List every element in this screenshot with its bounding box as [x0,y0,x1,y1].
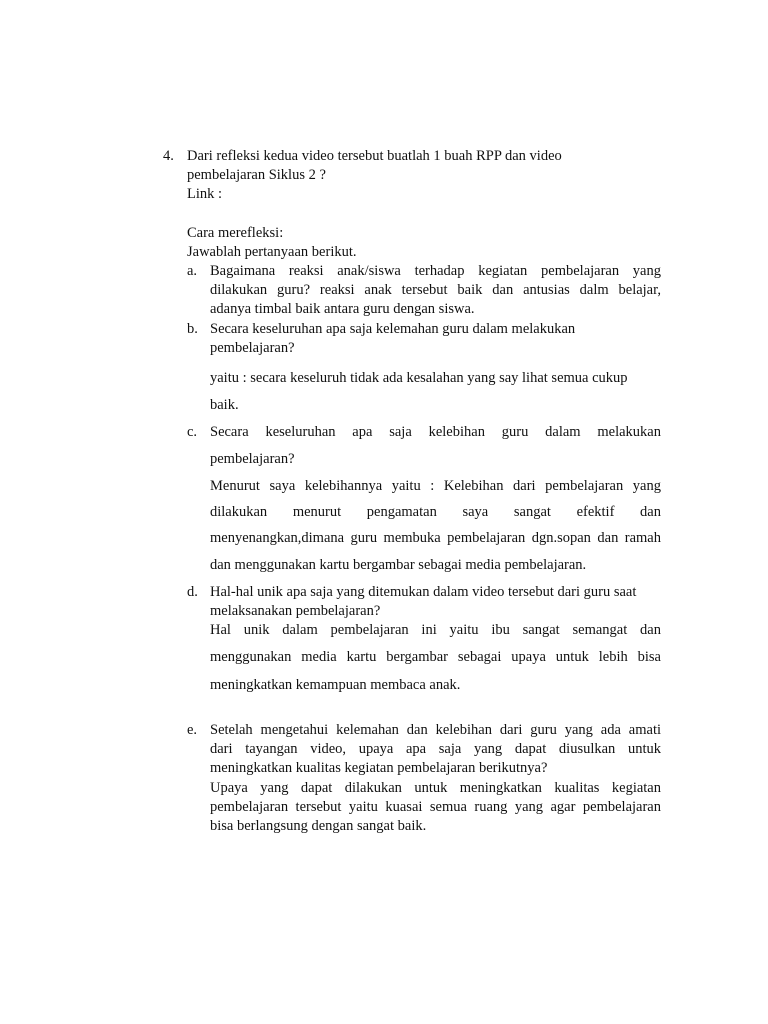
item-a-answer-line-1: dilakukan guru? reaksi anak tersebut baik dan antusias dalm belajar, [210,282,661,298]
item-b-question-line-1: Secara keseluruhan apa saja kelemahan guru dalam melakukan [210,321,576,337]
item-b-question-line-2: pembelajaran? [210,340,295,356]
item-e-answer-line-1: Upaya yang dapat dilakukan untuk meningkatkan kualitas kegiatan [210,780,661,796]
item-c-marker: c. [187,424,198,440]
item-a-question-line-1: Bagaimana reaksi anak/siswa terhadap kegiatan pembelajaran yang [210,263,661,279]
item-d-answer-line-3: meningkatkan kemampuan membaca anak. [210,677,461,693]
question-number: 4. [163,148,174,164]
item-e-question-line-1: Setelah mengetahui kelemahan dan kelebihan dari guru yang ada amati [210,722,661,738]
item-e-answer-line-3: bisa berlangsung dengan sangat baik. [210,818,427,834]
link-label: Link : [187,186,223,202]
item-e-question-line-2: dari tayangan video, upaya apa saja yang dapat diusulkan untuk [210,741,661,757]
item-a-marker: a. [187,263,198,279]
item-c-question-line-2: pembelajaran? [210,451,295,467]
item-d-question-line-2: melaksanakan pembelajaran? [210,603,381,619]
item-b-answer-line-2: baik. [210,397,239,413]
item-d-question-line-1: Hal-hal unik apa saja yang ditemukan dalam video tersebut dari guru saat [210,584,637,600]
item-e-marker: e. [187,722,198,738]
item-b-answer-line-1: yaitu : secara keseluruh tidak ada kesalahan yang say lihat semua cukup [210,370,628,386]
item-c-answer-line-4: dan menggunakan kartu bergambar sebagai media pembelajaran. [210,557,587,573]
item-d-answer-line-2: menggunakan media kartu bergambar sebagai upaya untuk lebih bisa [210,649,661,665]
item-a-answer-line-2: adanya timbal baik antara guru dengan siswa. [210,301,475,317]
question-line-2: pembelajaran Siklus 2 ? [187,167,326,183]
item-c-answer-line-3: menyenangkan,dimana guru membuka pembelajaran dgn.sopan dan ramah [210,530,661,546]
item-c-answer-line-2: dilakukan menurut pengamatan saya sangat efektif dan [210,504,661,520]
item-c-question-line-1: Secara keseluruhan apa saja kelebihan guru dalam melakukan [210,424,661,440]
item-d-marker: d. [187,584,198,600]
item-e-answer-line-2: pembelajaran tersebut yaitu kuasai semua ruang yang agar pembelajaran [210,799,661,815]
item-e-question-line-3: meningkatkan kualitas kegiatan pembelajaran berikutnya? [210,760,548,776]
method-heading: Cara merefleksi: [187,225,284,241]
instruction-text: Jawablah pertanyaan berikut. [187,244,357,260]
item-d-answer-line-1: Hal unik dalam pembelajaran ini yaitu ibu sangat semangat dan [210,622,661,638]
item-b-marker: b. [187,321,198,337]
question-line-1: Dari refleksi kedua video tersebut buatlah 1 buah RPP dan video [187,148,562,164]
item-c-answer-line-1: Menurut saya kelebihannya yaitu : Kelebihan dari pembelajaran yang [210,478,661,494]
